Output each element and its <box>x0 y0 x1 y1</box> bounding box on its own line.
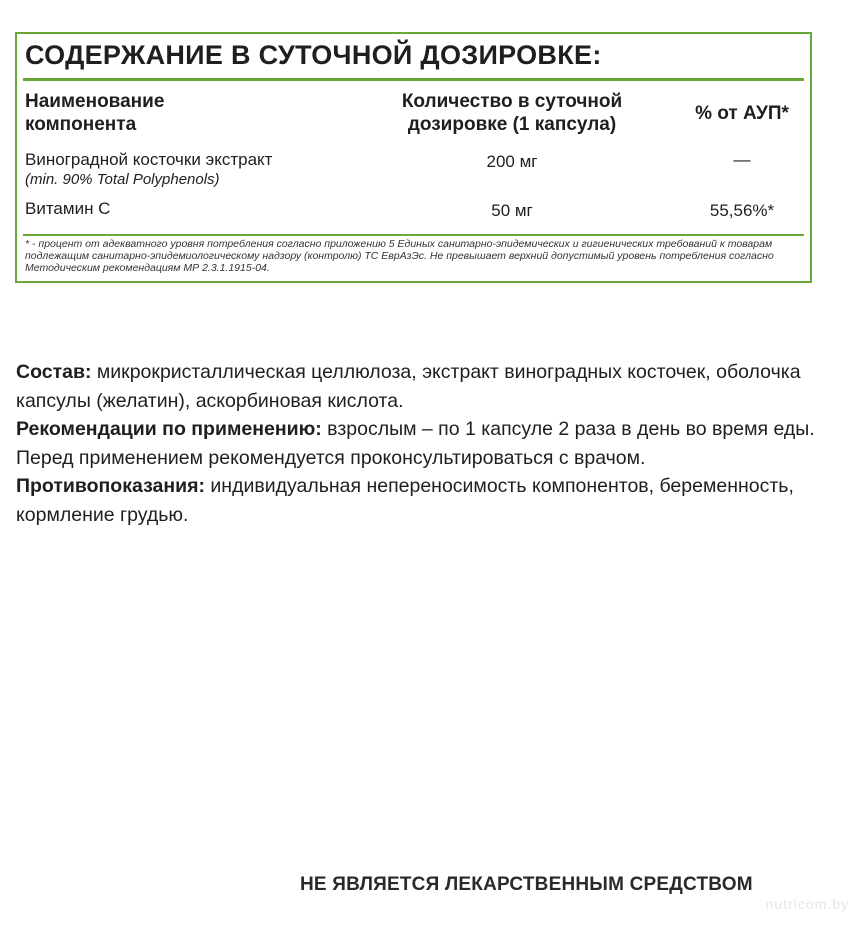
contraindications-label: Противопоказания: <box>16 475 205 497</box>
contraindications-paragraph <box>16 472 816 529</box>
row-1-subtext: (min. 90% Total Polyphenols) <box>25 171 220 188</box>
row-2-percent: 55,56%* <box>709 201 775 220</box>
recommendations-label: Рекомендации по применению: <box>16 418 322 440</box>
row-1-amount: 200 мг <box>486 152 538 171</box>
recommendations-text: взрослым – по 1 капсуле 2 раза в день во время еды. Перед применением рекомендуется проконсультироваться с врачом. <box>16 418 815 469</box>
composition-label: Состав: <box>16 361 92 383</box>
row-1-name: Виноградной косточки экстракт <box>25 150 273 169</box>
watermark: nutricom.by <box>765 896 849 912</box>
row-2-amount: 50 мг <box>491 201 533 220</box>
header-amount: Количество в суточной дозировке (1 капсула) <box>401 91 623 135</box>
header-percent: % от АУП* <box>695 103 789 124</box>
footnote-divider <box>23 234 804 236</box>
row-2-name: Витамин С <box>25 199 111 218</box>
header-name: Наименование компонента <box>25 91 165 135</box>
table-title: СОДЕРЖАНИЕ В СУТОЧНОЙ ДОЗИРОВКЕ: <box>25 40 602 70</box>
product-description <box>16 358 816 529</box>
footnote: * - процент от адекватного уровня потребления согласно приложению 5 Единых санитарно-эпидемических и гигиенических требований к товарам подлежащим санитарно-эпидемиологическому надзору (контролю) ТС ЕврАзЭс. Не превышает верхний допустимый уровень потребления согласно Методическим рекомендациям МР 2.3.1.1915-04. <box>25 238 774 274</box>
row-1-percent: — <box>733 150 751 169</box>
composition-text: микрокристаллическая целлюлоза, экстракт виноградных косточек, оболочка капсулы (желатин), аскорбиновая кислота. <box>16 361 801 412</box>
dosage-table <box>15 32 812 283</box>
composition-paragraph <box>16 358 816 415</box>
recommendations-paragraph <box>16 415 816 472</box>
contraindications-text: индивидуальная непереносимость компонентов, беременность, кормление грудью. <box>16 475 794 526</box>
disclaimer: НЕ ЯВЛЯЕТСЯ ЛЕКАРСТВЕННЫМ СРЕДСТВОМ <box>300 874 753 895</box>
title-divider <box>23 78 804 81</box>
